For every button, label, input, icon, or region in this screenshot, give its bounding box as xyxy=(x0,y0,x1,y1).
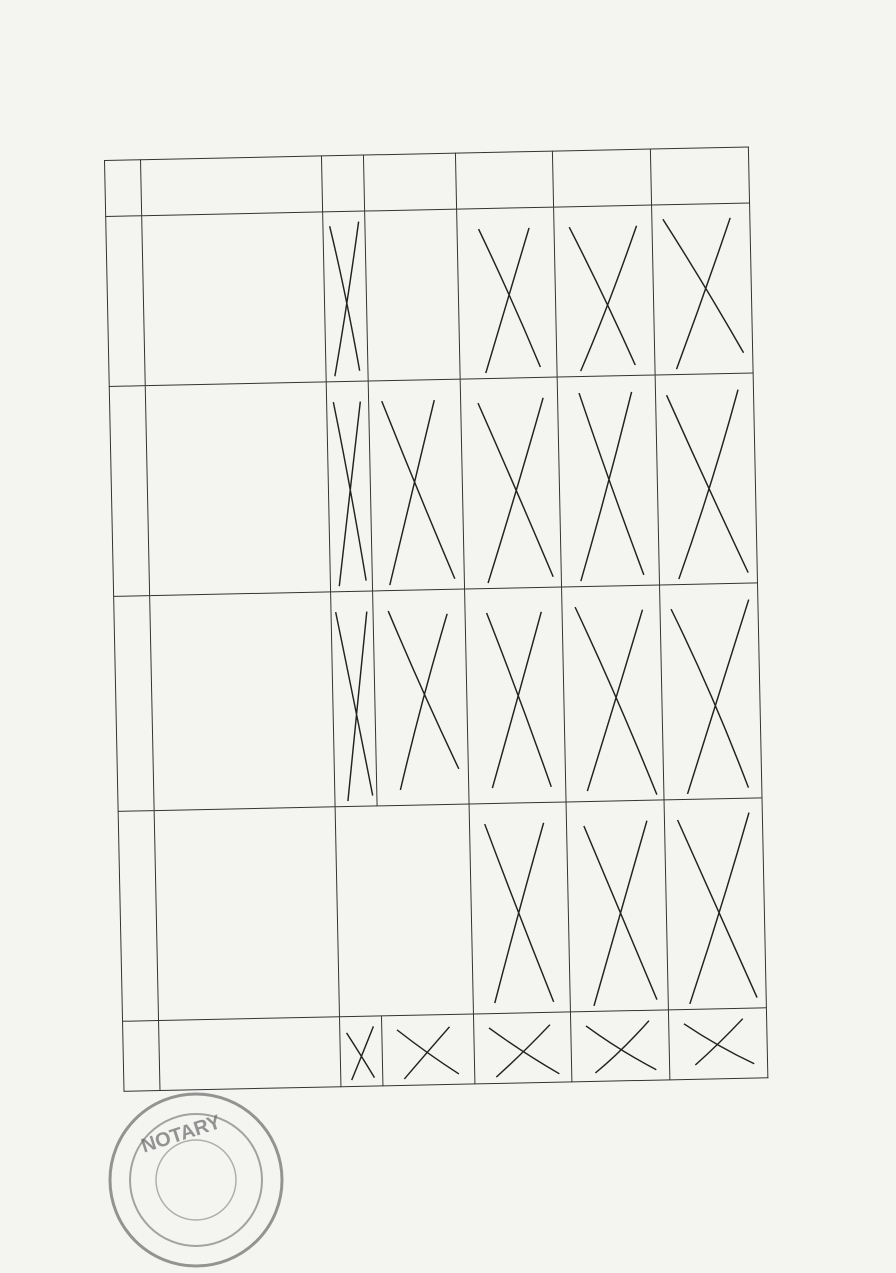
cross-mark xyxy=(330,591,377,807)
header-spouse xyxy=(364,153,457,211)
handwritten-text xyxy=(372,214,450,216)
row-title xyxy=(156,596,324,600)
cross-mark xyxy=(382,1014,475,1086)
cross-mark xyxy=(652,203,753,375)
header-description xyxy=(141,156,323,216)
row-title xyxy=(165,1021,333,1025)
cross-mark xyxy=(339,1016,383,1087)
row-item xyxy=(152,391,320,395)
row-item xyxy=(156,600,324,604)
row-item xyxy=(156,600,324,604)
cross-mark xyxy=(562,585,664,802)
row-item xyxy=(148,221,316,225)
table-row xyxy=(109,373,757,596)
cross-mark xyxy=(554,205,655,377)
handwritten-text xyxy=(372,214,450,216)
cross-mark xyxy=(571,1010,670,1082)
header-sno xyxy=(105,160,142,217)
row-description xyxy=(145,382,330,596)
cross-mark xyxy=(368,379,464,591)
handwritten-text xyxy=(372,214,450,216)
svg-text:NOTARY: NOTARY xyxy=(139,1111,225,1158)
note-line-2 xyxy=(154,128,744,144)
cross-mark xyxy=(558,375,660,587)
cross-mark xyxy=(660,583,762,800)
cross-mark xyxy=(464,587,566,804)
row-title xyxy=(161,811,329,815)
row-item xyxy=(152,391,320,395)
cross-mark xyxy=(322,211,368,382)
table-row xyxy=(123,1008,768,1091)
row-sno xyxy=(114,596,155,812)
cross-mark xyxy=(669,1008,768,1080)
table-row xyxy=(106,203,753,386)
assets-table-container xyxy=(104,146,769,1119)
handwritten-text xyxy=(372,214,450,216)
cross-mark xyxy=(373,589,469,806)
row-item xyxy=(148,221,316,225)
header-dependent-3 xyxy=(651,147,750,205)
table-row xyxy=(114,583,762,811)
row-title xyxy=(152,387,320,391)
row-sno xyxy=(123,1021,161,1092)
row-title xyxy=(148,217,316,221)
section-note xyxy=(153,86,744,144)
row-item xyxy=(156,600,324,604)
row-item xyxy=(156,600,324,604)
immovable-assets-table xyxy=(104,146,768,1091)
header-dependent-2 xyxy=(553,149,652,207)
row-description xyxy=(142,212,326,386)
cross-mark xyxy=(473,1012,572,1084)
row-item xyxy=(152,391,320,395)
cross-mark xyxy=(326,381,373,592)
cross-mark xyxy=(566,800,668,1012)
self-spouse-handwritten-entry xyxy=(335,804,473,1017)
row-item xyxy=(148,221,316,225)
cross-mark xyxy=(469,802,571,1014)
spouse-handwritten-entry xyxy=(365,209,460,381)
cross-mark xyxy=(655,373,757,585)
table-row xyxy=(118,798,766,1021)
row-description xyxy=(150,592,335,811)
cross-mark xyxy=(664,798,766,1010)
row-sno xyxy=(106,216,146,387)
cross-mark xyxy=(460,377,562,589)
row-description xyxy=(154,807,339,1021)
header-self xyxy=(321,155,365,212)
handwritten-text xyxy=(372,214,450,216)
handwritten-text xyxy=(372,214,450,216)
row-item xyxy=(148,221,316,225)
row-sno xyxy=(109,386,150,597)
cross-mark xyxy=(456,207,557,379)
row-spacer xyxy=(161,825,329,839)
header-dependent-1 xyxy=(455,151,554,209)
row-item xyxy=(152,391,320,395)
row-sno xyxy=(118,811,159,1022)
row-description xyxy=(159,1017,341,1091)
row-item xyxy=(165,1025,333,1029)
notary-stamp xyxy=(104,1088,289,1273)
handwritten-text xyxy=(372,214,450,216)
